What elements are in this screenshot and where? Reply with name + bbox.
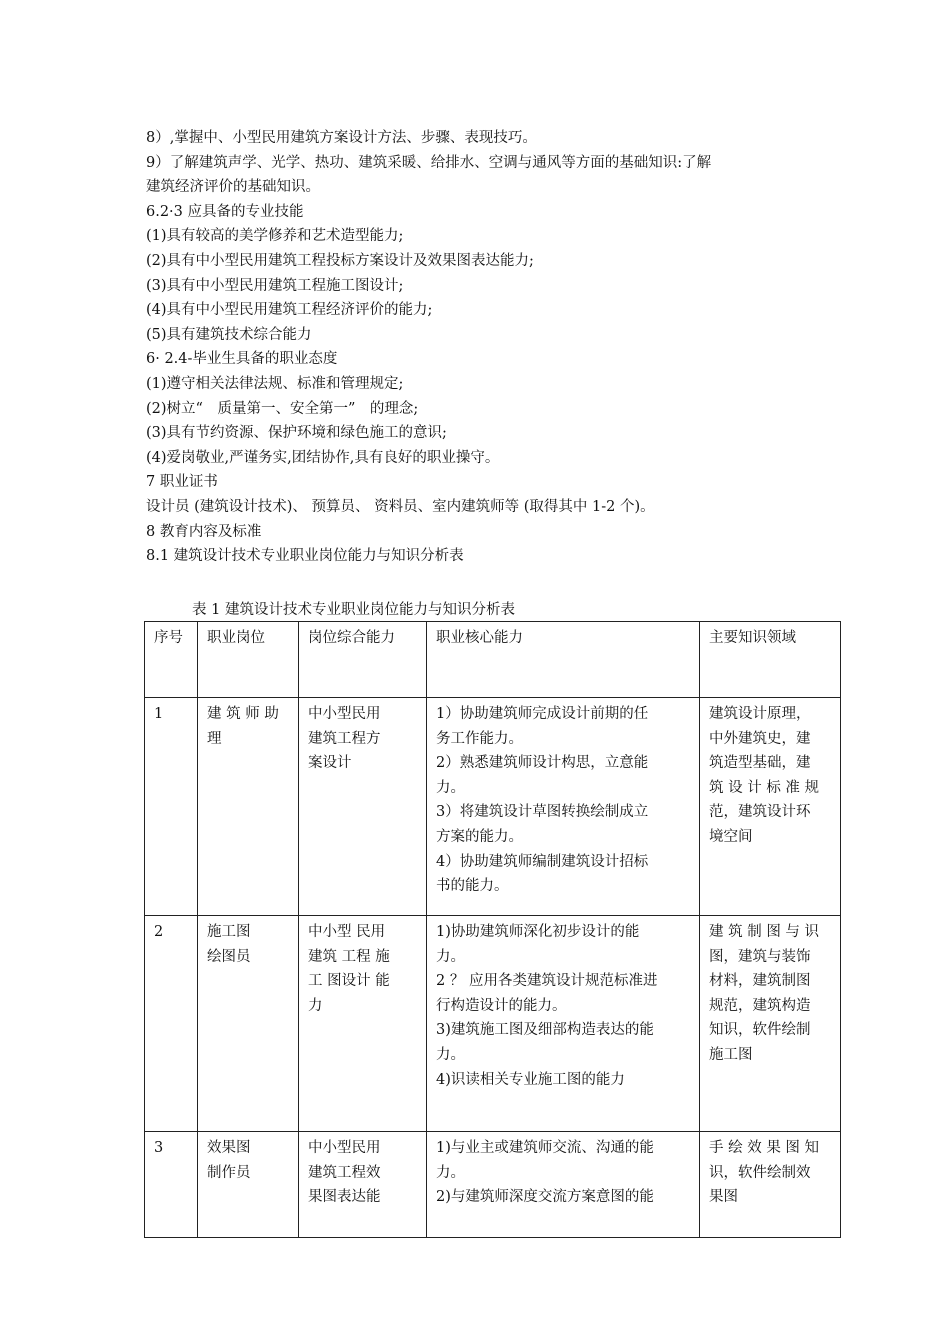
text-line: (5)具有建筑技术综合能力 <box>146 326 312 343</box>
header-cell: 主要知识领域 <box>700 622 841 698</box>
cell-line: 施工图 <box>207 924 251 940</box>
cell-line: 2)与建筑师深度交流方案意图的能 <box>436 1189 654 1206</box>
cell-line: 4)识读相关专业施工图的能力 <box>436 1071 625 1088</box>
text-line: 6.2·3 应具备的专业技能 <box>146 203 304 220</box>
cell-line: 力。 <box>436 779 465 796</box>
text-line: (3)具有中小型民用建筑工程施工图设计; <box>146 277 404 294</box>
text-line: (4)具有中小型民用建筑工程经济评价的能力; <box>146 302 433 319</box>
header-cell: 序号 <box>145 622 198 698</box>
cell-line: 境空间 <box>709 828 753 845</box>
text-line: 9）了解建筑声学、光学、热功、建筑采暖、给排水、空调与通风等方面的基础知识:了解 <box>146 154 712 171</box>
text-line: 设计员 (建筑设计技术)、 预算员、 资料员、室内建筑师等 (取得其中 1-2 个)。 <box>146 498 655 515</box>
cell-line: 建筑 工程 施 <box>308 948 390 965</box>
cell-line: 材料，建筑制图 <box>709 973 811 990</box>
table-row <box>145 916 841 1132</box>
cell-line: 2）熟悉建筑师设计构思，立意能 <box>436 755 649 772</box>
cell-line: 图，建筑与装饰 <box>709 948 811 965</box>
cell-line: 建 筑 制 图 与 识 <box>709 924 820 940</box>
text-line: 8.1 建筑设计技术专业职业岗位能力与知识分析表 <box>146 548 464 565</box>
cell-line: 建筑工程方 <box>308 730 381 747</box>
cell-line: 识，软件绘制效 <box>709 1164 811 1181</box>
cell-line: 1）协助建筑师完成设计前期的任 <box>436 706 649 722</box>
cell-line: 建筑工程效 <box>308 1164 381 1181</box>
cell-line: 中小型民用 <box>308 1140 381 1156</box>
cell-line: 效果图 <box>207 1140 251 1156</box>
cell-line: 力。 <box>436 948 465 965</box>
cell-line: 制作员 <box>207 1164 251 1181</box>
cell-line: 1)与业主或建筑师交流、沟通的能 <box>436 1140 654 1156</box>
cell-line: 中小型 民用 <box>308 924 386 940</box>
text-line: 7 职业证书 <box>146 474 218 491</box>
cell-line: 工 图设计 能 <box>308 973 390 990</box>
table-cell-core <box>427 698 700 916</box>
cell-line: 建筑设计原理， <box>709 706 811 722</box>
cell-line: 力。 <box>436 1046 465 1063</box>
table-cell-ability <box>299 1132 427 1238</box>
text-line: (1)遵守相关法律法规、标准和管理规定; <box>146 375 404 392</box>
table-cell-post <box>198 1132 299 1238</box>
cell-line: 4）协助建筑师编制建筑设计招标 <box>436 853 649 870</box>
table-cell-no: 1 <box>145 698 198 916</box>
cell-line: 行构造设计的能力。 <box>436 997 567 1014</box>
cell-line: 案设计 <box>308 755 352 772</box>
header-cell: 职业岗位 <box>198 622 299 698</box>
cell-line: 理 <box>207 730 222 747</box>
table-cell-core <box>427 916 700 1132</box>
text-line: (1)具有较高的美学修养和艺术造型能力; <box>146 228 404 245</box>
table-cell-no: 3 <box>145 1132 198 1238</box>
table-row <box>145 1132 841 1238</box>
cell-line: 方案的能力。 <box>436 828 523 845</box>
cell-line: 中小型民用 <box>308 706 381 722</box>
table-row <box>145 698 841 916</box>
table-cell-ability <box>299 916 427 1132</box>
cell-line: 2 ？ 应用各类建筑设计规范标准进 <box>436 973 658 990</box>
cell-line: 范，建筑设计环 <box>709 804 811 821</box>
cell-line: 力。 <box>436 1164 465 1181</box>
cell-line: 1)协助建筑师深化初步设计的能 <box>436 924 640 940</box>
cell-line: 建 筑 师 助 <box>207 706 279 722</box>
cell-line: 务工作能力。 <box>436 730 523 747</box>
table-cell-no: 2 <box>145 916 198 1132</box>
text-line: 6· 2.4-毕业生具备的职业态度 <box>146 351 338 368</box>
text-line: (4)爱岗敬业,严谨务实,团结协作,具有良好的职业操守。 <box>146 449 500 466</box>
table-cell-core <box>427 1132 700 1238</box>
body-text <box>146 126 846 569</box>
header-cell: 职业核心能力 <box>427 622 700 698</box>
table-cell-knowledge <box>700 916 841 1132</box>
cell-line: 绘图员 <box>207 948 251 965</box>
table-cell-knowledge <box>700 698 841 916</box>
text-line: (2)具有中小型民用建筑工程投标方案设计及效果图表达能力; <box>146 252 534 269</box>
cell-line: 力 <box>308 997 323 1014</box>
cell-line: 书的能力。 <box>436 878 509 895</box>
text-line: 建筑经济评价的基础知识。 <box>146 179 320 196</box>
table-cell-ability <box>299 698 427 916</box>
text-line: (2)树立“ 质量第一、安全第一” 的理念; <box>146 400 419 417</box>
cell-line: 手 绘 效 果 图 知 <box>709 1140 820 1156</box>
cell-line: 施工图 <box>709 1046 753 1063</box>
table-cell-post <box>198 698 299 916</box>
text-line: (3)具有节约资源、保护环境和绿色施工的意识; <box>146 425 447 442</box>
text-line: 8 教育内容及标准 <box>146 523 262 540</box>
cell-line: 中外建筑史，建 <box>709 730 811 747</box>
header-cell: 岗位综合能力 <box>299 622 427 698</box>
cell-line: 3）将建筑设计草图转换绘制成立 <box>436 804 649 821</box>
table-header-row <box>145 622 841 698</box>
table-cell-post <box>198 916 299 1132</box>
cell-line: 果图表达能 <box>308 1189 381 1206</box>
cell-line: 筑 设 计 标 准 规 <box>709 779 820 796</box>
cell-line: 筑造型基础，建 <box>709 755 811 772</box>
cell-line: 果图 <box>709 1189 738 1206</box>
text-line: 8）,掌握中、小型民用建筑方案设计方法、步骤、表现技巧。 <box>146 130 537 146</box>
knowledge-table <box>144 621 841 1238</box>
table-cell-knowledge <box>700 1132 841 1238</box>
cell-line: 知识，软件绘制 <box>709 1022 811 1039</box>
table-caption: 表 1 建筑设计技术专业职业岗位能力与知识分析表 <box>192 602 515 618</box>
cell-line: 规范，建筑构造 <box>709 997 811 1014</box>
cell-line: 3)建筑施工图及细部构造表达的能 <box>436 1022 654 1039</box>
